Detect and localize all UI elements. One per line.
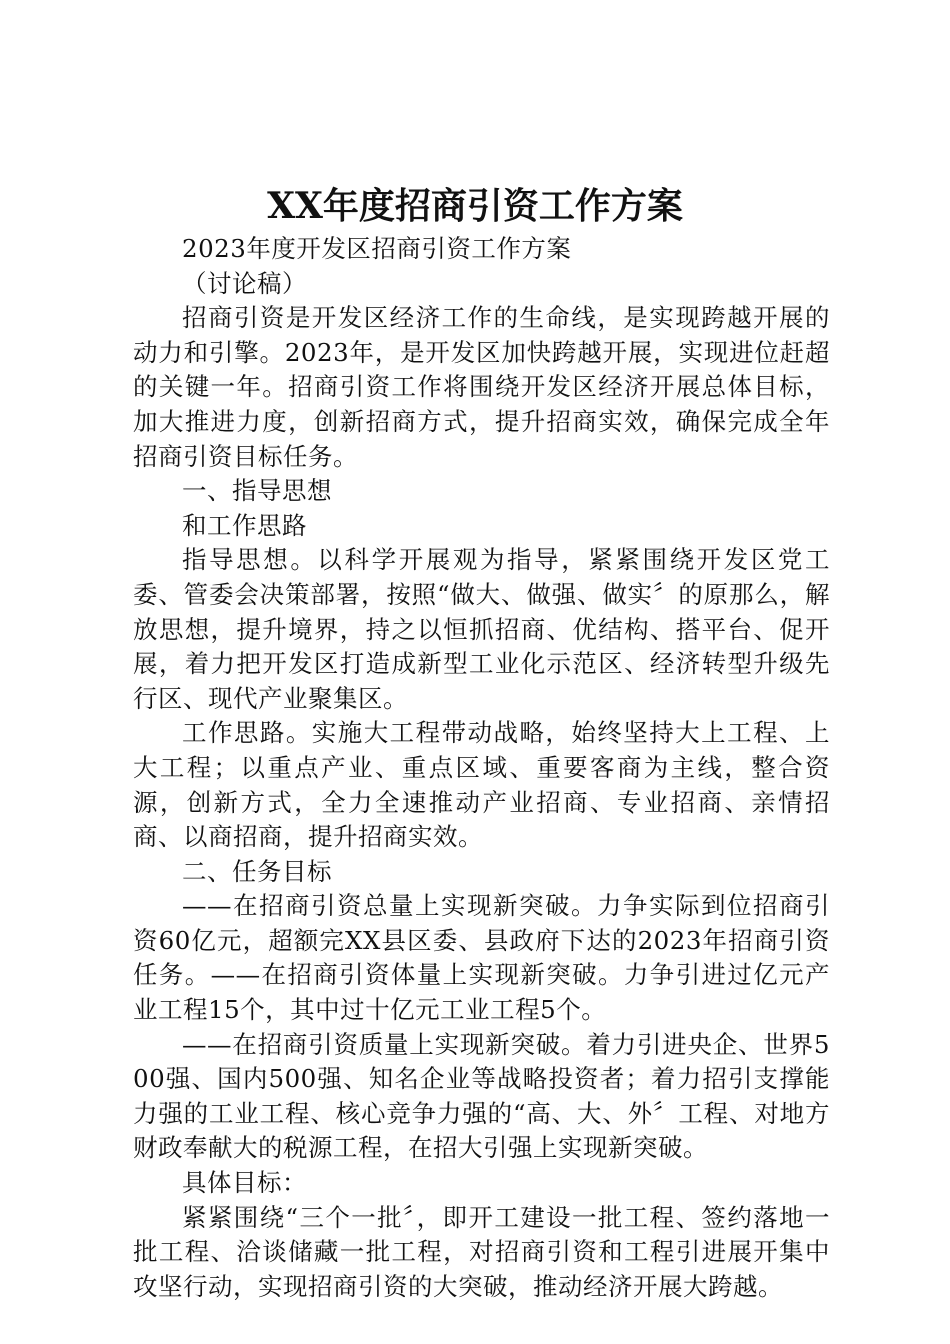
draft-note: （讨论稿）	[182, 268, 307, 298]
specific-targets-heading: 具体目标：	[182, 1168, 307, 1198]
guiding-ideology-paragraph: 指导思想。以科学开展观为指导，紧紧围绕开发区党工委、管委会决策部署，按照“做大、做强、做实〞的原那么，解放思想，提升境界，持之以恒抓招商、优结构、搭平台、促开展，着力把开发区打造成新型工业化示范区、经济转型升级先行区、现代产业聚集区。	[133, 545, 830, 713]
section-heading-1-continued: 和工作思路	[182, 510, 307, 540]
target-total-paragraph: ——在招商引资总量上实现新突破。力争实际到位招商引资60亿元，超额完XX县区委、县政府下达的2023年招商引资任务。——在招商引资体量上实现新突破。力争引进过亿元产业工程15个，其中过十亿元工业工程5个。	[133, 891, 830, 1025]
subtitle-paragraph: 2023年度开发区招商引资工作方案	[182, 234, 572, 263]
work-approach-paragraph: 工作思路。实施大工程带动战略，始终坚持大上工程、上大工程；以重点产业、重点区域、重要客商为主线，整合资源，创新方式，全力全速推动产业招商、专业招商、亲情招商、以商招商，提升招商实效。	[133, 718, 830, 852]
section-heading-1: 一、指导思想	[182, 476, 332, 506]
specific-targets-paragraph: 紧紧围绕“三个一批〞，即开工建设一批工程、签约落地一批工程、洽谈储藏一批工程，对招商引资和工程引进展开集中攻坚行动，实现招商引资的大突破，推动经济开展大跨越。	[133, 1202, 830, 1301]
document-title: XX年度招商引资工作方案	[267, 185, 683, 227]
document-body	[133, 232, 830, 1304]
intro-paragraph: 招商引资是开发区经济工作的生命线，是实现跨越开展的动力和引擎。2023年，是开发区加快跨越开展，实现进位赶超的关键一年。招商引资工作将围绕开发区经济开展总体目标，加大推进力度，创新招商方式，提升招商实效，确保完成全年招商引资目标任务。	[133, 303, 830, 471]
target-quality-paragraph: ——在招商引资质量上实现新突破。着力引进央企、世界500强、国内500强、知名企业等战略投资者；着力招引支撑能力强的工业工程、核心竞争力强的“高、大、外〞工程、对地方财政奉献大的税源工程，在招大引强上实现新突破。	[133, 1029, 830, 1163]
section-heading-2: 二、任务目标	[182, 856, 332, 886]
